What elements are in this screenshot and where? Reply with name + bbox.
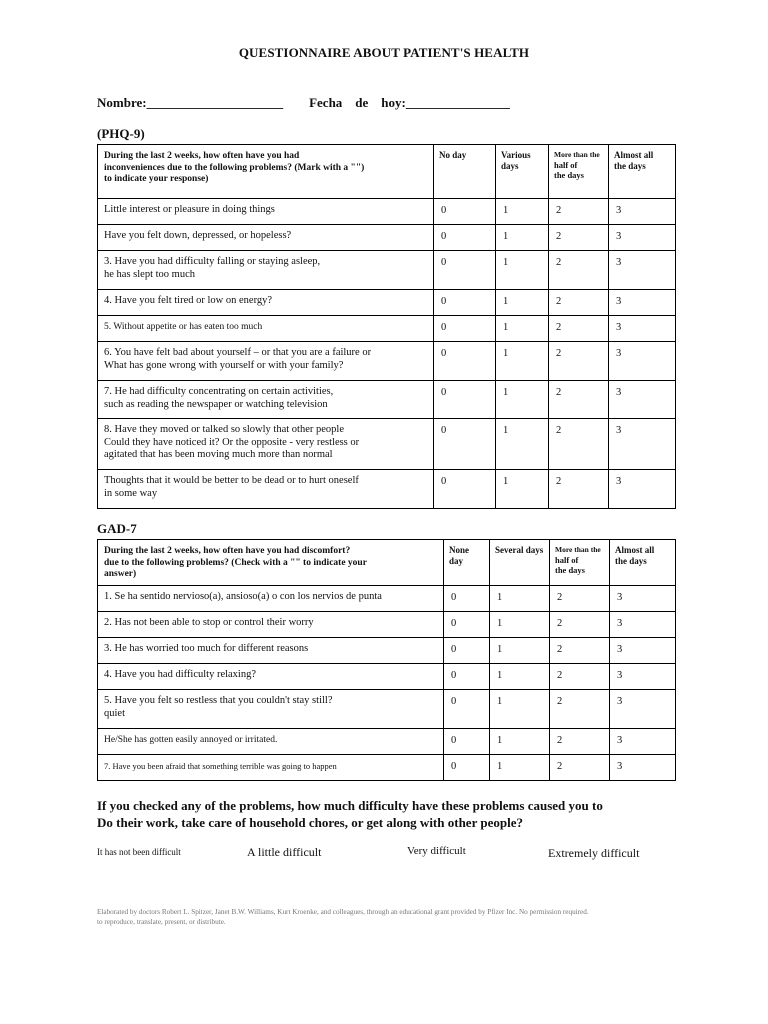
question-text: 5. Without appetite or has eaten too much [98, 316, 434, 342]
table-row [98, 381, 676, 419]
answer-option[interactable]: 2 [550, 690, 610, 729]
question-text: Have you felt down, depressed, or hopeless? [98, 225, 434, 251]
option-not-difficult[interactable]: It has not been difficult [97, 847, 181, 857]
answer-option[interactable]: 0 [444, 638, 490, 664]
answer-option[interactable]: 2 [549, 419, 609, 470]
table-row [98, 729, 676, 755]
answer-option[interactable]: 1 [496, 342, 549, 381]
answer-option[interactable]: 0 [434, 199, 496, 225]
answer-option[interactable]: 2 [549, 199, 609, 225]
answer-option[interactable]: 1 [490, 586, 550, 612]
answer-option[interactable]: 2 [550, 729, 610, 755]
question-text: 4. Have you felt tired or low on energy? [98, 290, 434, 316]
table-row [98, 342, 676, 381]
name-label: Nombre: [97, 95, 147, 110]
answer-option[interactable]: 2 [550, 586, 610, 612]
answer-option[interactable]: 3 [610, 690, 676, 729]
table-row [98, 290, 676, 316]
answer-option[interactable]: 0 [444, 586, 490, 612]
question-text: 3. He has worried too much for different reasons [98, 638, 444, 664]
answer-option[interactable]: 3 [609, 470, 676, 509]
table-row [98, 664, 676, 690]
phq9-col-almost-all: Almost all the days [609, 145, 676, 199]
phq9-section-label: (PHQ-9) [97, 126, 145, 141]
option-very-difficult[interactable]: Very difficult [407, 845, 466, 857]
answer-option[interactable]: 1 [496, 290, 549, 316]
answer-option[interactable]: 3 [610, 664, 676, 690]
answer-option[interactable]: 0 [444, 755, 490, 781]
answer-option[interactable]: 1 [490, 690, 550, 729]
answer-option[interactable]: 3 [609, 290, 676, 316]
table-row [98, 612, 676, 638]
answer-option[interactable]: 2 [549, 381, 609, 419]
table-row [98, 251, 676, 290]
phq9-col-no-day: No day [434, 145, 496, 199]
answer-option[interactable]: 1 [496, 225, 549, 251]
answer-option[interactable]: 0 [434, 251, 496, 290]
answer-option[interactable]: 3 [609, 342, 676, 381]
answer-option[interactable]: 3 [609, 225, 676, 251]
question-text: 4. Have you had difficulty relaxing? [98, 664, 444, 690]
answer-option[interactable]: 2 [550, 664, 610, 690]
table-row [98, 316, 676, 342]
gad7-col-none-day: None day [444, 540, 490, 586]
answer-option[interactable]: 2 [549, 316, 609, 342]
table-row [98, 225, 676, 251]
answer-option[interactable]: 3 [609, 316, 676, 342]
gad7-header-question: During the last 2 weeks, how often have you had discomfort? due to the following problems? (Check with a "" to indicate your answer) [98, 540, 444, 586]
impact-question: If you checked any of the problems, how much difficulty have these problems caused you to Do their work, take care of household chores, or get along with other people? [97, 798, 603, 830]
answer-option[interactable]: 0 [434, 225, 496, 251]
answer-option[interactable]: 2 [549, 290, 609, 316]
question-text: 7. Have you been afraid that something terrible was going to happen [98, 755, 444, 781]
answer-option[interactable]: 3 [609, 199, 676, 225]
question-text: 3. Have you had difficulty falling or staying asleep, he has slept too much [98, 251, 434, 290]
table-row [98, 419, 676, 470]
footer-credits: Elaborated by doctors Robert L. Spitzer, Janet B.W. Williams, Kurt Kroenke, and colleagues, through an educational grant provided by Pfizer Inc. No permission required. to reproduce, translate, present, or distribute. [97, 908, 589, 926]
answer-option[interactable]: 1 [496, 381, 549, 419]
table-row [98, 199, 676, 225]
option-extremely-difficult[interactable]: Extremely difficult [548, 846, 640, 860]
table-row [98, 690, 676, 729]
gad7-col-several-days: Several days [490, 540, 550, 586]
answer-option[interactable]: 0 [434, 316, 496, 342]
answer-option[interactable]: 1 [496, 419, 549, 470]
answer-option[interactable]: 2 [549, 225, 609, 251]
question-text: 5. Have you felt so restless that you couldn't stay still? quiet [98, 690, 444, 729]
answer-option[interactable]: 2 [549, 251, 609, 290]
table-row [98, 755, 676, 781]
answer-option[interactable]: 3 [610, 638, 676, 664]
name-field[interactable]: _____________________ [146, 95, 284, 110]
phq9-header-row [98, 145, 676, 199]
patient-info-row [97, 95, 510, 111]
answer-option[interactable]: 3 [609, 251, 676, 290]
gad7-col-almost-all: Almost all the days [610, 540, 676, 586]
gad7-col-more-than-half: More than the half of the days [550, 540, 610, 586]
question-text: He/She has gotten easily annoyed or irritated. [98, 729, 444, 755]
gad7-section-label: GAD-7 [97, 521, 137, 536]
answer-option[interactable]: 0 [444, 690, 490, 729]
answer-option[interactable]: 1 [496, 251, 549, 290]
answer-option[interactable]: 1 [496, 470, 549, 509]
answer-option[interactable]: 0 [434, 470, 496, 509]
date-field[interactable]: ________________ [405, 95, 510, 110]
answer-option[interactable]: 0 [444, 664, 490, 690]
answer-option[interactable]: 1 [490, 755, 550, 781]
answer-option[interactable]: 3 [610, 729, 676, 755]
answer-option[interactable]: 3 [610, 755, 676, 781]
phq9-table [97, 144, 676, 509]
answer-option[interactable]: 1 [490, 729, 550, 755]
gad7-table [97, 539, 676, 781]
phq9-header-question: During the last 2 weeks, how often have you had inconveniences due to the following problems? (Mark with a "") to indicate your response) [98, 145, 434, 199]
question-text: Thoughts that it would be better to be dead or to hurt oneself in some way [98, 470, 434, 509]
answer-option[interactable]: 2 [549, 470, 609, 509]
answer-option[interactable]: 1 [490, 664, 550, 690]
question-text: 2. Has not been able to stop or control their worry [98, 612, 444, 638]
phq9-col-more-than-half: More than the half of the days [549, 145, 609, 199]
answer-option[interactable]: 2 [550, 755, 610, 781]
question-text: 7. He had difficulty concentrating on certain activities, such as reading the newspaper or watching television [98, 381, 434, 419]
option-little-difficult[interactable]: A little difficult [247, 845, 322, 859]
answer-option[interactable]: 1 [490, 638, 550, 664]
question-text: Little interest or pleasure in doing things [98, 199, 434, 225]
table-row [98, 638, 676, 664]
question-text: 1. Se ha sentido nervioso(a), ansioso(a) o con los nervios de punta [98, 586, 444, 612]
page-title: QUESTIONNAIRE ABOUT PATIENT'S HEALTH [238, 45, 530, 60]
answer-option[interactable]: 1 [496, 316, 549, 342]
answer-option[interactable]: 3 [609, 419, 676, 470]
answer-option[interactable]: 1 [490, 612, 550, 638]
answer-option[interactable]: 2 [550, 638, 610, 664]
answer-option[interactable]: 3 [610, 586, 676, 612]
phq9-col-various-days: Various days [496, 145, 549, 199]
answer-option[interactable]: 2 [550, 612, 610, 638]
date-label: Fecha de hoy: [309, 95, 406, 110]
answer-option[interactable]: 3 [610, 612, 676, 638]
answer-option[interactable]: 0 [434, 290, 496, 316]
table-row [98, 470, 676, 509]
answer-option[interactable]: 1 [496, 199, 549, 225]
answer-option[interactable]: 0 [434, 342, 496, 381]
answer-option[interactable]: 0 [434, 419, 496, 470]
answer-option[interactable]: 0 [434, 381, 496, 419]
question-text: 8. Have they moved or talked so slowly that other people Could they have noticed it? Or the opposite - very restless or agitated that has been moving much more than normal [98, 419, 434, 470]
gad7-header-row [98, 540, 676, 586]
answer-option[interactable]: 0 [444, 612, 490, 638]
question-text: 6. You have felt bad about yourself – or that you are a failure or What has gone wrong with yourself or with your family? [98, 342, 434, 381]
table-row [98, 586, 676, 612]
answer-option[interactable]: 3 [609, 381, 676, 419]
answer-option[interactable]: 0 [444, 729, 490, 755]
answer-option[interactable]: 2 [549, 342, 609, 381]
